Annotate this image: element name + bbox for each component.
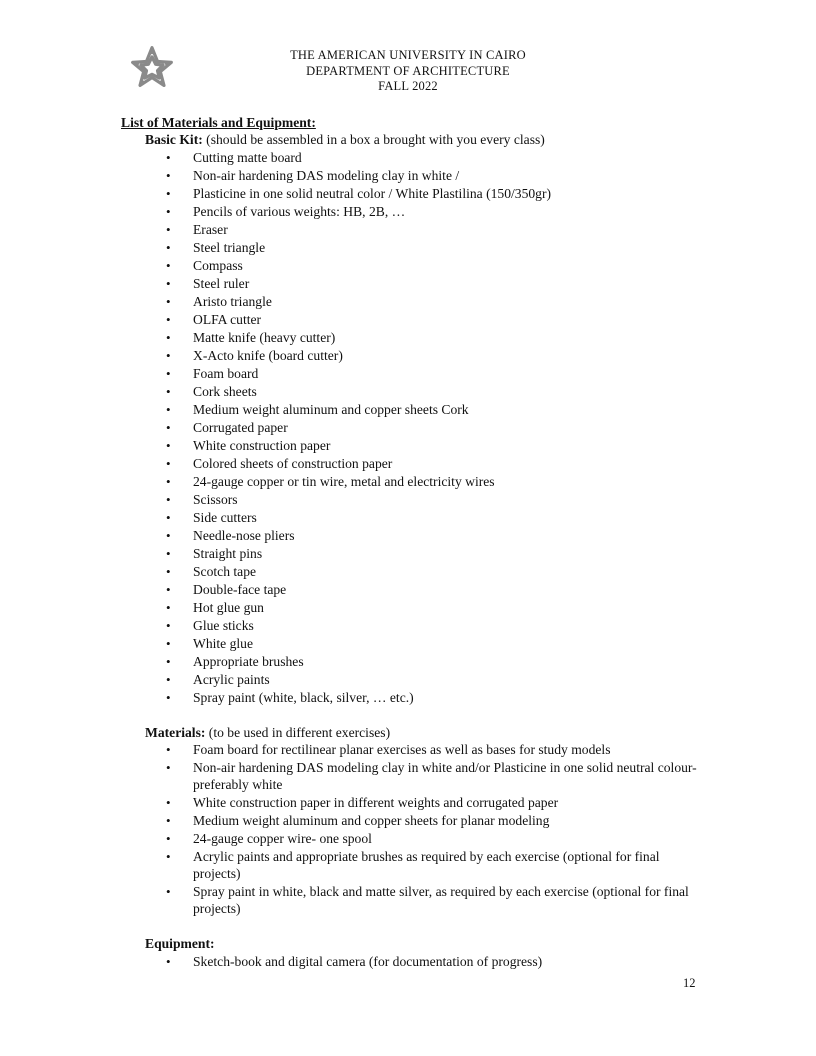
document-header bbox=[200, 48, 616, 95]
list-item: • Foam board bbox=[0, 365, 816, 383]
list-item: • Hot glue gun bbox=[0, 599, 816, 617]
list-item: • Foam board for rectilinear planar exercises as well as bases for study models bbox=[0, 741, 816, 759]
list-item: • Colored sheets of construction paper bbox=[0, 455, 816, 473]
list-item: • Acrylic paints bbox=[0, 671, 816, 689]
list-item: • Aristo triangle bbox=[0, 293, 816, 311]
materials-note: (to be used in different exercises) bbox=[205, 724, 391, 740]
list-item: • Glue sticks bbox=[0, 617, 816, 635]
basic-kit-label: Basic Kit: bbox=[145, 132, 203, 147]
list-item: • Cork sheets bbox=[0, 383, 816, 401]
university-name: THE AMERICAN UNIVERSITY IN CAIRO bbox=[290, 48, 526, 62]
equipment-list bbox=[0, 953, 816, 971]
list-item: • Sketch-book and digital camera (for documentation of progress) bbox=[0, 953, 816, 971]
list-item: • Compass bbox=[0, 257, 816, 275]
list-item: • Non-air hardening DAS modeling clay in white and/or Plasticine in one solid neutral colour- preferably white bbox=[0, 759, 816, 794]
list-item: • Plasticine in one solid neutral color / White Plastilina (150/350gr) bbox=[0, 185, 816, 203]
list-item: • 24-gauge copper or tin wire, metal and electricity wires bbox=[0, 473, 816, 491]
list-item: • Acrylic paints and appropriate brushes as required by each exercise (optional for final projects) bbox=[0, 848, 816, 883]
equipment-heading bbox=[145, 935, 816, 953]
list-item: • Medium weight aluminum and copper sheets for planar modeling bbox=[0, 812, 816, 830]
list-item: • Pencils of various weights: HB, 2B, … bbox=[0, 203, 816, 221]
basic-kit-list bbox=[0, 149, 816, 707]
list-item: • White construction paper in different weights and corrugated paper bbox=[0, 794, 816, 812]
list-item: • Scissors bbox=[0, 491, 816, 509]
equipment-label: Equipment: bbox=[145, 936, 215, 951]
semester: FALL 2022 bbox=[378, 79, 438, 93]
list-item: • Eraser bbox=[0, 221, 816, 239]
list-item: • Corrugated paper bbox=[0, 419, 816, 437]
department-name: DEPARTMENT OF ARCHITECTURE bbox=[306, 63, 510, 78]
document-body bbox=[0, 114, 816, 971]
list-item: • Cutting matte board bbox=[0, 149, 816, 167]
list-item: • Double-face tape bbox=[0, 581, 816, 599]
materials-heading bbox=[145, 724, 816, 742]
list-item: • 24-gauge copper wire- one spool bbox=[0, 830, 816, 848]
list-item: • Side cutters bbox=[0, 509, 816, 527]
materials-list bbox=[0, 741, 816, 918]
auc-star-logo-icon bbox=[129, 44, 175, 90]
list-item: • White glue bbox=[0, 635, 816, 653]
list-item: • Matte knife (heavy cutter) bbox=[0, 329, 816, 347]
list-item: • Steel triangle bbox=[0, 239, 816, 257]
list-item: • Spray paint in white, black and matte silver, as required by each exercise (optional for final projects) bbox=[0, 883, 816, 918]
list-item: • Scotch tape bbox=[0, 563, 816, 581]
list-item: • Steel ruler bbox=[0, 275, 816, 293]
list-item: • Non-air hardening DAS modeling clay in white / bbox=[0, 167, 816, 185]
basic-kit-heading bbox=[145, 131, 816, 149]
basic-kit-note: (should be assembled in a box a brought with you every class) bbox=[202, 132, 545, 147]
list-item: • White construction paper bbox=[0, 437, 816, 455]
list-item: • Spray paint (white, black, silver, … etc.) bbox=[0, 689, 816, 707]
page-number: 12 bbox=[683, 976, 696, 990]
list-item: • OLFA cutter bbox=[0, 311, 816, 329]
list-item: • Appropriate brushes bbox=[0, 653, 816, 671]
list-item: • Needle-nose pliers bbox=[0, 527, 816, 545]
list-item: • X-Acto knife (board cutter) bbox=[0, 347, 816, 365]
list-item: • Medium weight aluminum and copper sheets Cork bbox=[0, 401, 816, 419]
section-title: List of Materials and Equipment: bbox=[121, 115, 316, 130]
materials-label: Materials: bbox=[145, 724, 206, 740]
list-item: • Straight pins bbox=[0, 545, 816, 563]
